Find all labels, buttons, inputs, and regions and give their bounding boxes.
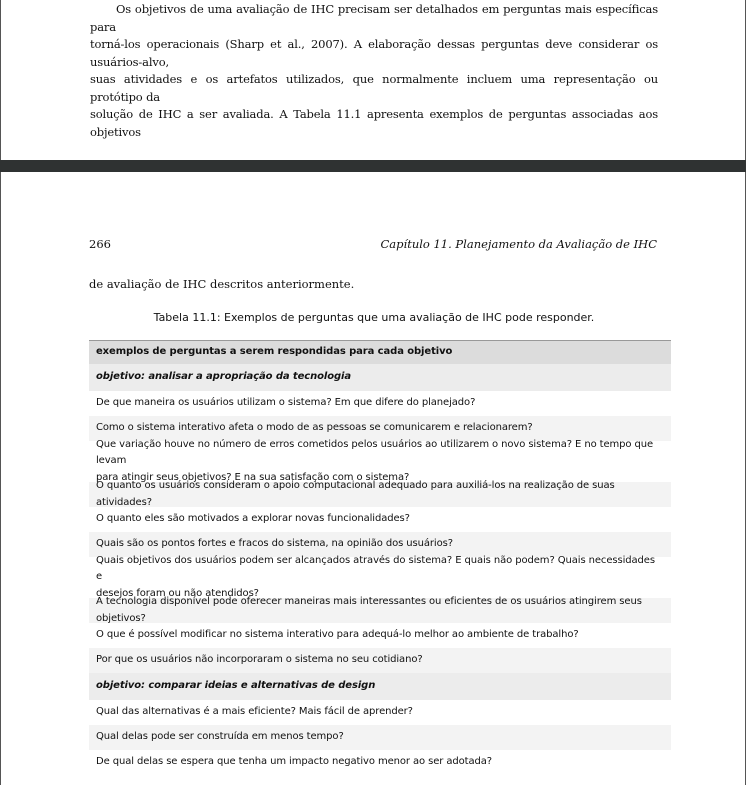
table-row: De qual delas se espera que tenha um impacto negativo menor ao ser adotada? [89,750,671,775]
table-row: Por que os usuários não incorporaram o sistema no seu cotidiano? [89,648,671,673]
table-row: O quanto os usuários consideram o apoio computacional adequado para auxiliá-los na realização de suas atividades? [89,482,671,507]
objective-row: objetivo: analisar a apropriação da tecnologia [89,364,671,391]
continuation-text: de avaliação de IHC descritos anteriormente. [89,277,355,291]
table-header: exemplos de perguntas a serem respondidas para cada objetivo [89,340,671,364]
objective-row: objetivo: comparar ideias e alternativas de design [89,673,671,700]
paragraph-line: solução de IHC a ser avaliada. A Tabela 11.1 apresenta exemplos de perguntas associadas aos objetivos [90,107,658,139]
table-row: Qual das alternativas é a mais eficiente? Mais fácil de aprender? [89,700,671,725]
table-row: Que variação houve no número de erros cometidos pelos usuários ao utilizarem o novo sistema? E no tempo que levam para atingir seus objetivos? E na sua satisfação com o sistema? [89,441,671,482]
page-number: 266 [89,237,111,251]
table-row: O que é possível modificar no sistema interativo para adequá-lo melhor ao ambiente de trabalho? [89,623,671,648]
paragraph-line: Os objetivos de uma avaliação de IHC precisam ser detalhados em perguntas mais específicas para [90,2,658,34]
table-row: De que maneira os usuários utilizam o sistema? Em que difere do planejado? [89,391,671,416]
chapter-title: Capítulo 11. Planejamento da Avaliação de IHC [380,237,657,251]
table-row: Quais são os pontos fortes e fracos do sistema, na opinião dos usuários? [89,532,671,557]
body-paragraph [90,1,658,141]
table-row: A tecnologia disponível pode oferecer maneiras mais interessantes ou eficientes de os usuários atingirem seus objetivos? [89,598,671,623]
questions-table [89,340,671,775]
top-page [0,0,746,164]
paragraph-line: suas atividades e os artefatos utilizados, que normalmente incluem uma representação ou protótipo da [90,72,658,104]
table-row: O quanto eles são motivados a explorar novas funcionalidades? [89,507,671,532]
paragraph-line: torná-los operacionais (Sharp et al., 2007). A elaboração dessas perguntas deve considerar os usuários-alvo, [90,37,658,69]
table-row: Como o sistema interativo afeta o modo de as pessoas se comunicarem e relacionarem? [89,416,671,441]
running-header [89,237,657,253]
table-caption: Tabela 11.1: Exemplos de perguntas que uma avaliação de IHC pode responder. [153,311,595,324]
table-row: Quais objetivos dos usuários podem ser alcançados através do sistema? E quais não podem? Quais necessidades e desejos foram ou não atendidos? [89,557,671,598]
table-row: Qual delas pode ser construída em menos tempo? [89,725,671,750]
